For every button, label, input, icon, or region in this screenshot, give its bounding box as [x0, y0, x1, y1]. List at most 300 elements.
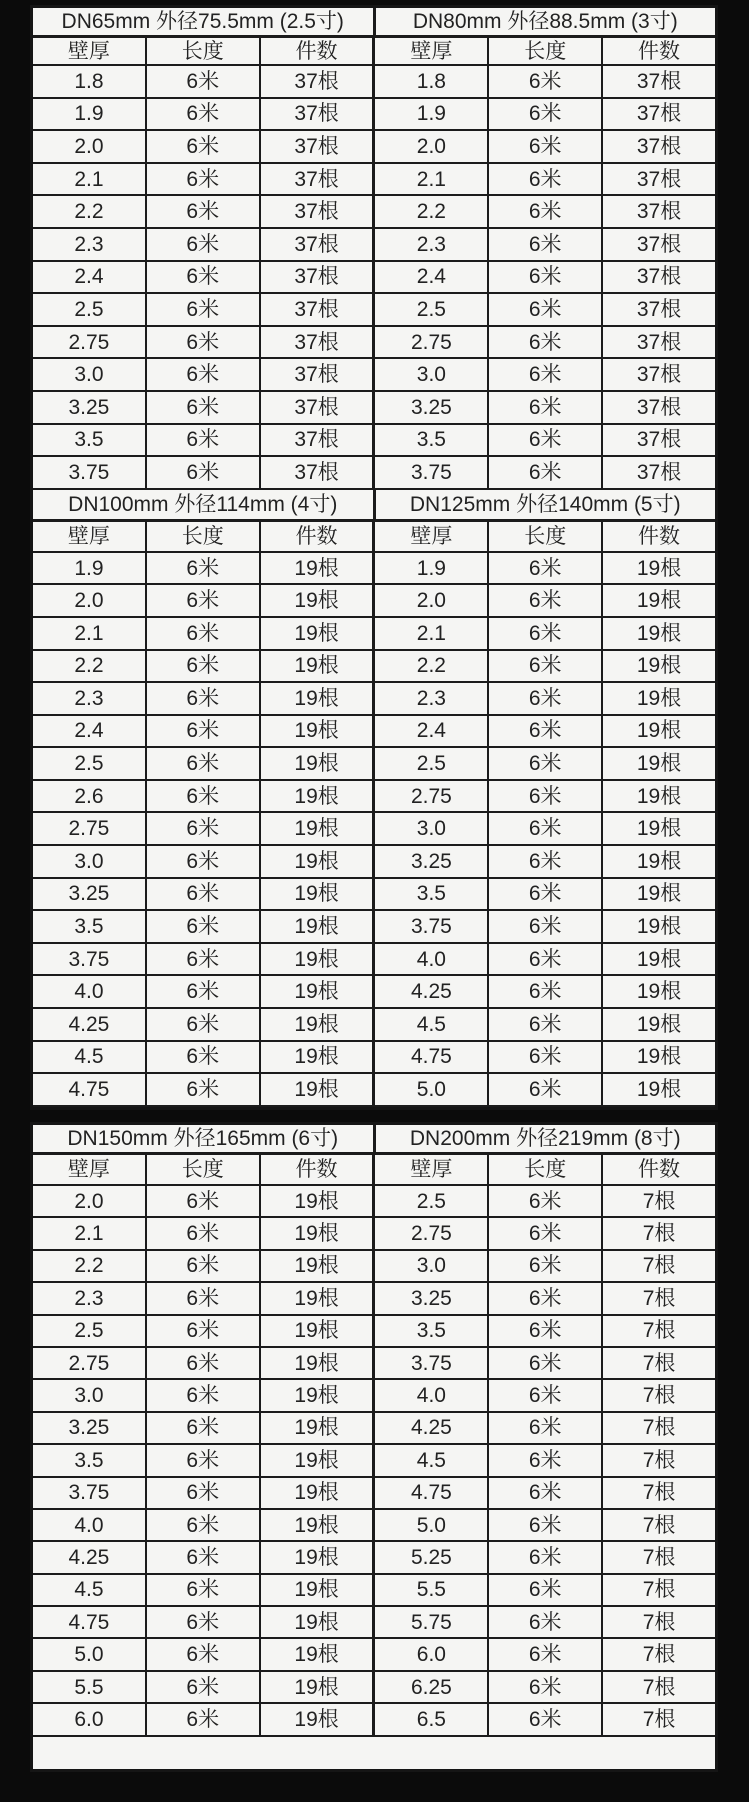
table-row — [33, 911, 715, 944]
table-row — [33, 1478, 715, 1510]
wall-thickness-value: 3.0 — [375, 359, 489, 390]
col-header-wall-thickness: 壁厚 — [375, 38, 489, 64]
table-row — [33, 457, 715, 490]
wall-thickness-value: 4.5 — [375, 1009, 489, 1040]
count-value: 19根 — [261, 1283, 376, 1313]
count-value: 19根 — [261, 781, 376, 812]
length-value: 6米 — [147, 1283, 261, 1313]
wall-thickness-value: 2.2 — [33, 1251, 147, 1281]
table-row — [33, 1639, 715, 1671]
length-value: 6米 — [147, 1704, 261, 1734]
table-title-dn200: DN200mm 外径219mm (8寸) — [409, 1127, 681, 1150]
length-value: 6米 — [489, 879, 603, 910]
table-row — [33, 846, 715, 879]
count-value: 19根 — [261, 1348, 376, 1378]
length-value: 6米 — [489, 944, 603, 975]
count-value: 37根 — [636, 330, 682, 354]
count-value: 19根 — [261, 846, 376, 877]
count-value: 37根 — [261, 327, 376, 358]
spec-table-dn65-dn80 — [33, 8, 715, 490]
length-value: 6米 — [489, 683, 603, 714]
count-value: 37根 — [261, 294, 376, 325]
count-value: 7根 — [642, 1416, 676, 1440]
length-value: 6米 — [489, 99, 603, 130]
wall-thickness-value: 2.3 — [375, 229, 489, 260]
table-row — [33, 1283, 715, 1315]
wall-thickness-value: 4.75 — [375, 1478, 489, 1508]
wall-thickness-value: 4.0 — [33, 1510, 147, 1540]
table-row — [33, 1186, 715, 1218]
count-value: 7根 — [642, 1578, 676, 1602]
length-value: 6米 — [489, 1186, 603, 1216]
table-row — [33, 1380, 715, 1412]
length-value: 6米 — [147, 294, 261, 325]
table-title-dn65: DN65mm 外径75.5mm (2.5寸) — [33, 8, 376, 35]
count-value: 19根 — [636, 784, 682, 808]
count-value: 19根 — [261, 1413, 376, 1443]
table-row — [33, 553, 715, 586]
count-value: 19根 — [636, 719, 682, 743]
wall-thickness-value: 4.25 — [33, 1009, 147, 1040]
wall-thickness-value: 2.5 — [375, 1186, 489, 1216]
count-value: 37根 — [261, 392, 376, 423]
count-value: 37根 — [636, 395, 682, 419]
section-title-row — [33, 490, 715, 522]
wall-thickness-value: 2.0 — [33, 1186, 147, 1216]
length-value: 6米 — [489, 392, 603, 423]
col-header-length: 长度 — [147, 522, 261, 551]
length-value: 6米 — [489, 976, 603, 1007]
length-value: 6米 — [489, 748, 603, 779]
table-row — [33, 1542, 715, 1574]
length-value: 6米 — [147, 262, 261, 293]
length-value: 6米 — [489, 1510, 603, 1540]
count-value: 7根 — [642, 1675, 676, 1699]
pipe-spec-table-lower-block — [30, 1122, 718, 1772]
table-row — [33, 1348, 715, 1380]
table-row — [33, 1316, 715, 1348]
wall-thickness-value: 3.25 — [375, 846, 489, 877]
wall-thickness-value: 2.3 — [375, 683, 489, 714]
length-value: 6米 — [489, 1704, 603, 1734]
wall-thickness-value: 2.6 — [33, 781, 147, 812]
wall-thickness-value: 2.0 — [33, 131, 147, 162]
length-value: 6米 — [147, 651, 261, 682]
count-value: 7根 — [642, 1545, 676, 1569]
length-value: 6米 — [147, 585, 261, 616]
count-value: 37根 — [636, 200, 682, 224]
col-header-count: 件数 — [261, 522, 376, 551]
wall-thickness-value: 3.5 — [33, 425, 147, 456]
count-value: 19根 — [261, 813, 376, 844]
count-value: 19根 — [636, 752, 682, 776]
wall-thickness-value: 2.0 — [375, 585, 489, 616]
length-value: 6米 — [489, 327, 603, 358]
wall-thickness-value: 4.75 — [33, 1607, 147, 1637]
wall-thickness-value: 2.3 — [33, 229, 147, 260]
length-value: 6米 — [147, 425, 261, 456]
table-row — [33, 164, 715, 197]
length-value: 6米 — [147, 1042, 261, 1073]
length-value: 6米 — [147, 99, 261, 130]
length-value: 6米 — [147, 1251, 261, 1281]
length-value: 6米 — [489, 1413, 603, 1443]
table-row — [33, 1445, 715, 1477]
table-row — [33, 196, 715, 229]
wall-thickness-value: 4.0 — [375, 944, 489, 975]
table-row — [33, 944, 715, 977]
col-header-count: 件数 — [638, 524, 681, 548]
length-value: 6米 — [489, 1607, 603, 1637]
wall-thickness-value: 1.8 — [375, 66, 489, 97]
wall-thickness-value: 2.5 — [33, 1316, 147, 1346]
wall-thickness-value: 3.25 — [33, 1413, 147, 1443]
length-value: 6米 — [147, 392, 261, 423]
spec-table-dn150-dn200 — [33, 1125, 715, 1737]
wall-thickness-value: 5.75 — [375, 1607, 489, 1637]
count-value: 37根 — [261, 359, 376, 390]
wall-thickness-value: 2.75 — [375, 327, 489, 358]
table-row — [33, 99, 715, 132]
count-value: 37根 — [261, 457, 376, 488]
count-value: 37根 — [636, 363, 682, 387]
count-value: 19根 — [261, 1186, 376, 1216]
table-row — [33, 1575, 715, 1607]
table-row — [33, 1607, 715, 1639]
count-value: 7根 — [642, 1707, 676, 1731]
table-body — [33, 1186, 715, 1737]
col-header-wall-thickness: 壁厚 — [33, 1155, 147, 1184]
wall-thickness-value: 3.5 — [375, 879, 489, 910]
length-value: 6米 — [489, 1251, 603, 1281]
wall-thickness-value: 6.0 — [33, 1704, 147, 1734]
count-value: 19根 — [261, 1672, 376, 1702]
length-value: 6米 — [147, 618, 261, 649]
table-row — [33, 618, 715, 651]
col-header-wall-thickness: 壁厚 — [33, 522, 147, 551]
wall-thickness-value: 4.0 — [33, 976, 147, 1007]
table-row — [33, 1009, 715, 1042]
table-row — [33, 1251, 715, 1283]
col-header-length: 长度 — [489, 38, 603, 64]
length-value: 6米 — [147, 131, 261, 162]
wall-thickness-value: 2.75 — [33, 327, 147, 358]
column-header-row — [33, 1155, 715, 1186]
wall-thickness-value: 5.0 — [33, 1639, 147, 1669]
length-value: 6米 — [489, 1316, 603, 1346]
length-value: 6米 — [489, 1639, 603, 1669]
count-value: 19根 — [261, 1074, 376, 1105]
wall-thickness-value: 2.2 — [33, 196, 147, 227]
length-value: 6米 — [147, 1478, 261, 1508]
table-row — [33, 879, 715, 912]
count-value: 19根 — [261, 651, 376, 682]
length-value: 6米 — [489, 1009, 603, 1040]
length-value: 6米 — [489, 781, 603, 812]
table-row — [33, 781, 715, 814]
length-value: 6米 — [489, 131, 603, 162]
count-value: 19根 — [636, 1078, 682, 1102]
table-row — [33, 1042, 715, 1075]
col-header-length: 长度 — [147, 1155, 261, 1184]
count-value: 7根 — [642, 1222, 676, 1246]
count-value: 19根 — [636, 915, 682, 939]
count-value: 37根 — [636, 167, 682, 191]
wall-thickness-value: 6.0 — [375, 1639, 489, 1669]
wall-thickness-value: 3.75 — [33, 1478, 147, 1508]
length-value: 6米 — [147, 1009, 261, 1040]
count-value: 19根 — [261, 1316, 376, 1346]
wall-thickness-value: 4.25 — [375, 976, 489, 1007]
length-value: 6米 — [489, 196, 603, 227]
length-value: 6米 — [489, 262, 603, 293]
wall-thickness-value: 2.0 — [33, 585, 147, 616]
wall-thickness-value: 2.3 — [33, 683, 147, 714]
wall-thickness-value: 5.0 — [375, 1074, 489, 1105]
count-value: 7根 — [642, 1319, 676, 1343]
count-value: 19根 — [261, 1042, 376, 1073]
table-title-dn125: DN125mm 外径140mm (5寸) — [409, 492, 681, 516]
wall-thickness-value: 2.75 — [375, 781, 489, 812]
count-value: 19根 — [261, 618, 376, 649]
length-value: 6米 — [489, 457, 603, 488]
wall-thickness-value: 2.5 — [375, 294, 489, 325]
length-value: 6米 — [147, 781, 261, 812]
length-value: 6米 — [489, 1380, 603, 1410]
length-value: 6米 — [147, 944, 261, 975]
col-header-count: 件数 — [638, 39, 681, 63]
count-value: 19根 — [636, 654, 682, 678]
count-value: 37根 — [636, 460, 682, 484]
count-value: 37根 — [261, 262, 376, 293]
count-value: 7根 — [642, 1351, 676, 1375]
length-value: 6米 — [147, 457, 261, 488]
count-value: 19根 — [636, 947, 682, 971]
wall-thickness-value: 2.75 — [33, 813, 147, 844]
wall-thickness-value: 4.0 — [375, 1380, 489, 1410]
length-value: 6米 — [147, 716, 261, 747]
length-value: 6米 — [147, 1218, 261, 1248]
count-value: 19根 — [261, 683, 376, 714]
count-value: 7根 — [642, 1286, 676, 1310]
count-value: 19根 — [636, 817, 682, 841]
col-header-wall-thickness: 壁厚 — [375, 522, 489, 551]
length-value: 6米 — [147, 553, 261, 584]
wall-thickness-value: 2.1 — [33, 618, 147, 649]
count-value: 19根 — [261, 1510, 376, 1540]
wall-thickness-value: 3.75 — [33, 944, 147, 975]
wall-thickness-value: 4.75 — [375, 1042, 489, 1073]
wall-thickness-value: 5.5 — [375, 1575, 489, 1605]
wall-thickness-value: 2.4 — [375, 716, 489, 747]
table-row — [33, 392, 715, 425]
count-value: 19根 — [261, 1380, 376, 1410]
count-value: 7根 — [642, 1384, 676, 1408]
count-value: 7根 — [642, 1254, 676, 1278]
length-value: 6米 — [147, 1413, 261, 1443]
table-row — [33, 1218, 715, 1250]
wall-thickness-value: 3.5 — [375, 1316, 489, 1346]
length-value: 6米 — [489, 359, 603, 390]
wall-thickness-value: 5.5 — [33, 1672, 147, 1702]
col-header-length: 长度 — [489, 522, 603, 551]
wall-thickness-value: 3.25 — [33, 879, 147, 910]
wall-thickness-value: 4.5 — [33, 1042, 147, 1073]
length-value: 6米 — [147, 1510, 261, 1540]
length-value: 6米 — [489, 229, 603, 260]
table-row — [33, 585, 715, 618]
length-value: 6米 — [489, 1478, 603, 1508]
wall-thickness-value: 2.4 — [33, 262, 147, 293]
count-value: 7根 — [642, 1610, 676, 1634]
count-value: 19根 — [261, 944, 376, 975]
length-value: 6米 — [489, 618, 603, 649]
length-value: 6米 — [489, 911, 603, 942]
table-row — [33, 976, 715, 1009]
wall-thickness-value: 3.0 — [33, 1380, 147, 1410]
length-value: 6米 — [489, 425, 603, 456]
length-value: 6米 — [489, 651, 603, 682]
count-value: 19根 — [261, 1478, 376, 1508]
length-value: 6米 — [489, 1074, 603, 1105]
length-value: 6米 — [147, 846, 261, 877]
count-value: 19根 — [261, 748, 376, 779]
wall-thickness-value: 3.5 — [375, 425, 489, 456]
section-title-row — [33, 8, 715, 38]
wall-thickness-value: 1.9 — [375, 99, 489, 130]
count-value: 19根 — [636, 849, 682, 873]
count-value: 19根 — [261, 1575, 376, 1605]
length-value: 6米 — [489, 585, 603, 616]
count-value: 37根 — [636, 69, 682, 93]
length-value: 6米 — [147, 229, 261, 260]
length-value: 6米 — [147, 748, 261, 779]
count-value: 19根 — [636, 882, 682, 906]
length-value: 6米 — [147, 683, 261, 714]
count-value: 19根 — [261, 879, 376, 910]
count-value: 19根 — [636, 1012, 682, 1036]
wall-thickness-value: 4.75 — [33, 1074, 147, 1105]
wall-thickness-value: 3.0 — [33, 359, 147, 390]
table-row — [33, 1413, 715, 1445]
wall-thickness-value: 5.0 — [375, 1510, 489, 1540]
wall-thickness-value: 2.1 — [375, 618, 489, 649]
wall-thickness-value: 2.2 — [33, 651, 147, 682]
length-value: 6米 — [147, 976, 261, 1007]
wall-thickness-value: 4.5 — [33, 1575, 147, 1605]
count-value: 19根 — [261, 716, 376, 747]
length-value: 6米 — [489, 1218, 603, 1248]
wall-thickness-value: 3.75 — [375, 457, 489, 488]
length-value: 6米 — [489, 553, 603, 584]
length-value: 6米 — [147, 1074, 261, 1105]
wall-thickness-value: 1.9 — [33, 99, 147, 130]
length-value: 6米 — [147, 1380, 261, 1410]
wall-thickness-value: 4.5 — [375, 1445, 489, 1475]
wall-thickness-value: 2.5 — [33, 748, 147, 779]
wall-thickness-value: 2.75 — [33, 1348, 147, 1378]
col-header-count: 件数 — [638, 1158, 681, 1181]
wall-thickness-value: 3.5 — [33, 911, 147, 942]
length-value: 6米 — [489, 1575, 603, 1605]
empty-footer-strip — [33, 1737, 715, 1769]
count-value: 37根 — [636, 102, 682, 126]
count-value: 19根 — [636, 556, 682, 580]
count-value: 19根 — [261, 553, 376, 584]
count-value: 37根 — [261, 229, 376, 260]
wall-thickness-value: 2.5 — [375, 748, 489, 779]
table-row — [33, 813, 715, 846]
count-value: 19根 — [261, 911, 376, 942]
pipe-spec-table-upper-block — [30, 5, 718, 1110]
count-value: 19根 — [261, 1251, 376, 1281]
column-header-row — [33, 38, 715, 66]
table-row — [33, 1704, 715, 1736]
table-row — [33, 748, 715, 781]
count-value: 37根 — [261, 425, 376, 456]
wall-thickness-value: 2.1 — [375, 164, 489, 195]
table-row — [33, 229, 715, 262]
count-value: 19根 — [261, 1704, 376, 1734]
length-value: 6米 — [147, 1316, 261, 1346]
count-value: 19根 — [261, 1445, 376, 1475]
wall-thickness-value: 2.5 — [33, 294, 147, 325]
wall-thickness-value: 1.9 — [33, 553, 147, 584]
col-header-length: 长度 — [147, 38, 261, 64]
length-value: 6米 — [147, 879, 261, 910]
col-header-wall-thickness: 壁厚 — [375, 1155, 489, 1184]
count-value: 7根 — [642, 1481, 676, 1505]
length-value: 6米 — [147, 1445, 261, 1475]
wall-thickness-value: 3.0 — [33, 846, 147, 877]
table-row — [33, 683, 715, 716]
wall-thickness-value: 2.2 — [375, 651, 489, 682]
count-value: 37根 — [261, 131, 376, 162]
length-value: 6米 — [147, 1639, 261, 1669]
table-title-dn100: DN100mm 外径114mm (4寸) — [33, 490, 376, 519]
table-row — [33, 651, 715, 684]
length-value: 6米 — [489, 846, 603, 877]
wall-thickness-value: 1.9 — [375, 553, 489, 584]
section-title-row — [33, 1125, 715, 1155]
count-value: 37根 — [261, 196, 376, 227]
wall-thickness-value: 3.75 — [33, 457, 147, 488]
count-value: 19根 — [636, 980, 682, 1004]
length-value: 6米 — [147, 196, 261, 227]
table-title-dn80: DN80mm 外径88.5mm (3寸) — [412, 10, 678, 33]
count-value: 19根 — [636, 1045, 682, 1069]
table-body — [33, 66, 715, 490]
count-value: 19根 — [636, 621, 682, 645]
count-value: 7根 — [642, 1448, 676, 1472]
table-row — [33, 359, 715, 392]
count-value: 19根 — [636, 589, 682, 613]
wall-thickness-value: 2.0 — [375, 131, 489, 162]
wall-thickness-value: 5.25 — [375, 1542, 489, 1572]
wall-thickness-value: 2.1 — [33, 1218, 147, 1248]
length-value: 6米 — [147, 1186, 261, 1216]
table-row — [33, 294, 715, 327]
wall-thickness-value: 6.5 — [375, 1704, 489, 1734]
count-value: 37根 — [261, 164, 376, 195]
length-value: 6米 — [147, 1348, 261, 1378]
table-row — [33, 425, 715, 458]
count-value: 37根 — [261, 66, 376, 97]
wall-thickness-value: 2.4 — [33, 716, 147, 747]
count-value: 19根 — [261, 1218, 376, 1248]
spec-table-dn100-dn125 — [33, 490, 715, 1107]
table-row — [33, 262, 715, 295]
